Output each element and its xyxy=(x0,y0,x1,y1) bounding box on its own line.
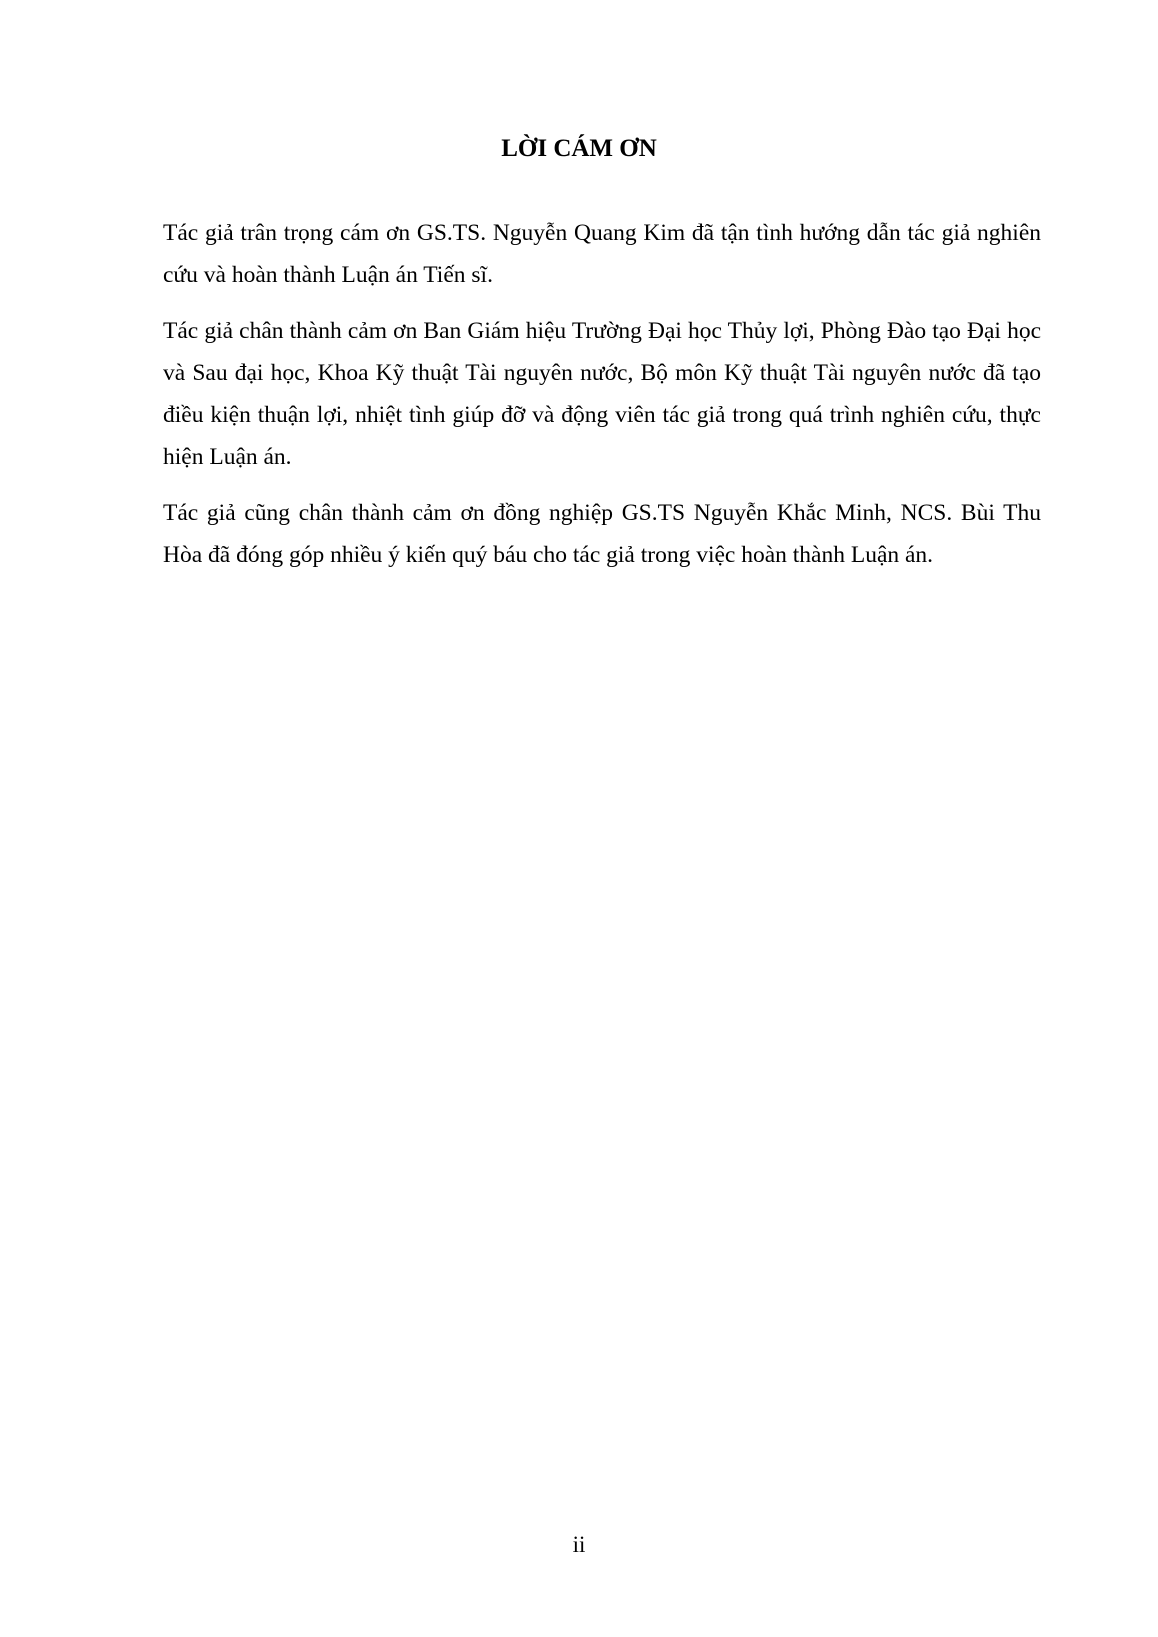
document-body xyxy=(163,212,1041,590)
paragraph-university-thanks: Tác giả chân thành cảm ơn Ban Giám hiệu Trường Đại học Thủy lợi, Phòng Đào tạo Đại học và Sau đại học, Khoa Kỹ thuật Tài nguyên nước, Bộ môn Kỹ thuật Tài nguyên nước đã tạo điều kiện thuận lợi, nhiệt tình giúp đỡ và động viên tác giả trong quá trình nghiên cứu, thực hiện Luận án. xyxy=(163,318,1041,470)
page-title: LỜI CÁM ƠN xyxy=(501,135,657,162)
page-number: ii xyxy=(572,1532,586,1557)
paragraph-supervisor-thanks: Tác giả trân trọng cám ơn GS.TS. Nguyễn Quang Kim đã tận tình hướng dẫn tác giả nghiên cứu và hoàn thành Luận án Tiến sĩ. xyxy=(163,220,1041,288)
paragraph-colleague-thanks: Tác giả cũng chân thành cảm ơn đồng nghiệp GS.TS Nguyễn Khắc Minh, NCS. Bùi Thu Hòa đã đóng góp nhiều ý kiến quý báu cho tác giả trong việc hoàn thành Luận án. xyxy=(163,500,1041,568)
